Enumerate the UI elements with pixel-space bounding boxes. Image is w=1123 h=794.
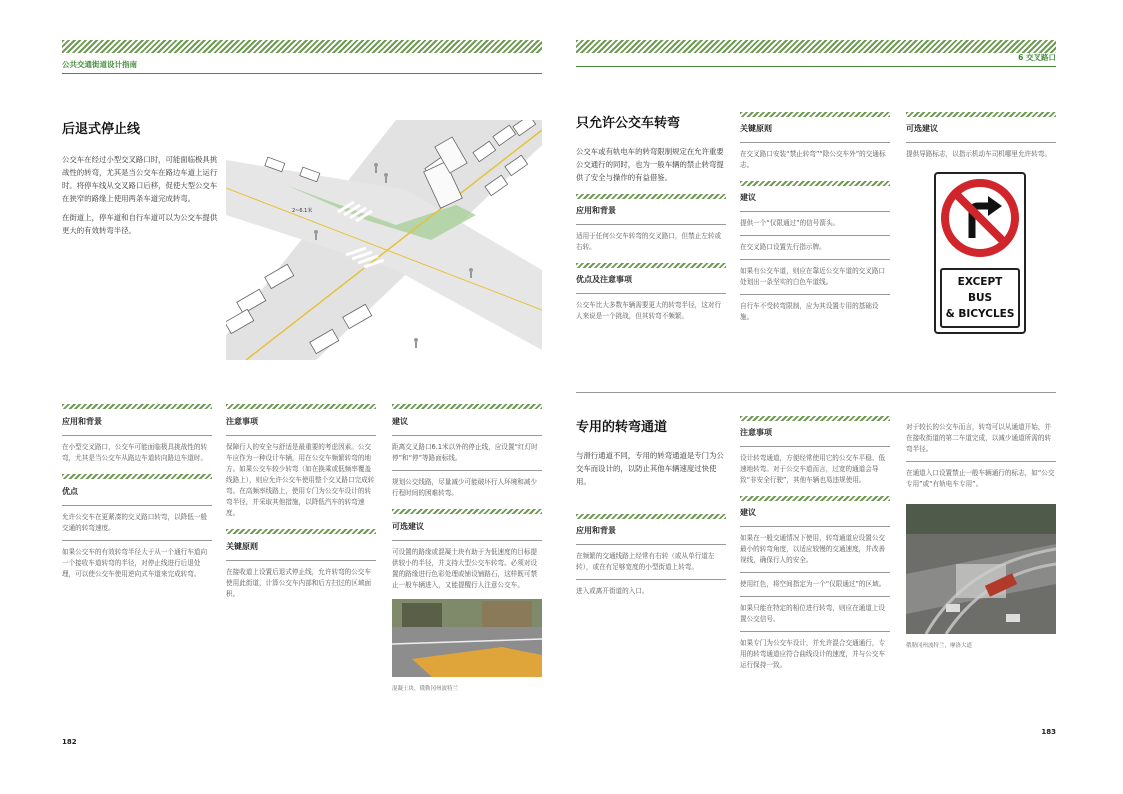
column-hatch [740, 112, 890, 117]
heading-advantages: 优点 [62, 487, 78, 496]
heading-key-principles: 关键原则 [226, 542, 258, 551]
intersection-illustration [226, 120, 542, 360]
heading-advantages: 优点及注意事项 [576, 275, 632, 284]
column-hatch [62, 404, 212, 409]
divider [740, 211, 890, 212]
section-title: 专用的转弯通道 [576, 420, 668, 435]
divider [740, 142, 890, 143]
divider [740, 572, 890, 573]
section-setback-stopline [62, 118, 222, 237]
divider [576, 224, 726, 225]
paragraph: 允许公交车在更紧凑的交叉路口转弯，以降低一般交通的转弯速度。 [62, 513, 208, 532]
heading-optional: 可选建议 [906, 124, 938, 133]
column-hatch [392, 509, 542, 514]
paragraph: 提供一个“仅限通过”的信号箭头。 [740, 219, 840, 227]
heading-considerations: 注意事项 [226, 417, 258, 426]
header-rule [62, 73, 542, 74]
section-title: 后退式停止线 [62, 122, 141, 137]
heading-application: 应用和背景 [576, 206, 616, 215]
paragraph: 提供导路标志，以指示机动车司机哪里允许转弯。 [906, 150, 1052, 158]
running-head-right: 6 交叉路口 [1018, 53, 1056, 62]
paragraph: 在交叉路口安装“禁止转弯”“除公交车外”的交通标志。 [740, 150, 886, 169]
paragraph: 进入或离开街道的入口。 [576, 587, 649, 595]
section-bus-only-turn [576, 112, 726, 322]
divider [576, 293, 726, 294]
paragraph: 在小型交叉路口，公交车可能面临极具挑战性的转弯，尤其是当公交车从路边车道转向路边车道时。 [62, 443, 208, 462]
dimension-label: 2~6.1米 [292, 208, 313, 214]
heading-application: 应用和背景 [576, 526, 616, 535]
header-hatch-band [62, 40, 542, 53]
page-number-right: 183 [1041, 728, 1056, 736]
divider [740, 526, 890, 527]
top-col-3 [906, 112, 1056, 334]
paragraph: 如果在一般交通情况下使用，转弯通道应设置公交最小的转弯角度，以适应较慢的交通速度，并改善视线，确保行人的安全。 [740, 534, 886, 564]
section-divider [576, 392, 1056, 393]
divider [226, 435, 376, 436]
lead-paragraph: 公交车或有轨电车的转弯限制规定在允许重要公交通行的同时，也为一般车辆的禁止转弯提供了安全与操作的有益借鉴。 [576, 147, 724, 182]
page-number-left: 182 [62, 738, 77, 746]
paragraph: 在交叉路口设置先行指示牌。 [740, 243, 826, 251]
concrete-block-photo [392, 599, 542, 677]
column-hatch [576, 514, 726, 519]
bottom-col-3 [906, 422, 1056, 649]
column-hatch [740, 416, 890, 421]
header-hatch-band [576, 40, 1056, 53]
paragraph: 适用于任何公交车转弯的交叉路口，但禁止左转或右转。 [576, 232, 722, 251]
left-col-2 [226, 404, 376, 600]
heading-recommendations: 建议 [740, 193, 756, 202]
heading-optional: 可选建议 [392, 522, 424, 531]
no-turn-except-bus-sign [934, 172, 1026, 334]
divider [576, 544, 726, 545]
divider [740, 631, 890, 632]
running-head-left: 公共交通街道设计指南 [62, 60, 137, 69]
paragraph: 在频繁的交通线路上经常有右转（或从单行道左转），或在有足够宽度的小型街道上转弯。 [576, 552, 715, 571]
column-hatch [576, 263, 726, 268]
paragraph: 如果有公交车道，则应在靠近公交车道的交叉路口处划出一条坚实的白色车道线。 [740, 267, 886, 286]
divider [62, 435, 212, 436]
divider [226, 560, 376, 561]
paragraph: 可设置的路缘或混凝土块有助于为低速度的目标提供较小的半径，并支持大型公交车转弯。必须对设置的路缘进行色彩处理或铺设铺路石，这样既可禁止一般车辆进入，又能提醒行人注意公交车。 [392, 548, 538, 589]
left-col-3 [392, 404, 542, 692]
paragraph: 使用红色，将空间指定为一个“仅限通过”的区域。 [740, 580, 886, 588]
divider [740, 235, 890, 236]
left-col-1 [62, 404, 212, 580]
divider [740, 446, 890, 447]
no-right-turn-icon [940, 178, 1020, 258]
divider [62, 505, 212, 506]
paragraph: 如果公交车的有效转弯半径大于从一个通行车道向一个接收车道转弯的半径，对停止线进行后退处理，可以使公交车使用逆向式车道来完成转弯。 [62, 548, 208, 578]
section-title: 只允许公交车转弯 [576, 116, 681, 131]
header-rule [576, 66, 1056, 67]
divider [740, 259, 890, 260]
paragraph: 设计转弯通道，方便经常使用它的公交车平稳、低速地转弯。对于公交车道而言，过宽的通道会导致“非安全行驶”，其他车辆也易违规使用。 [740, 454, 886, 484]
divider [906, 461, 1056, 462]
divider [392, 470, 542, 471]
divider [392, 435, 542, 436]
column-hatch [226, 404, 376, 409]
heading-recommendations: 建议 [740, 508, 756, 517]
intro-paragraph: 在街道上，停车道和自行车道可以为公交车提供更大的有效转弯半径。 [62, 213, 218, 235]
heading-key-principles: 关键原则 [740, 124, 772, 133]
photo-caption: 俄勒冈州波特兰，摩洛大道 [906, 643, 973, 649]
paragraph: 公交车比大多数车辆需要更大的转弯半径，这对行人来说是一个挑战，但其转弯不频繁。 [576, 301, 722, 320]
paragraph: 对于较长的公交车而言，转弯可以从通道开始，并在接收街道的第二车道完成，以减少通道所需的转弯半径。 [906, 423, 1052, 453]
divider [906, 142, 1056, 143]
paragraph: 如果专门为公交车设计，并允许混合交通通行，专用的转弯通道应符合曲线设计的速度，并与公交车运行保持一致。 [740, 639, 886, 669]
lead-paragraph: 与滑行通道不同，专用的转弯通道是专门为公交车而设计的，以防止其他车辆速度过快使用。 [576, 451, 724, 486]
sign-line: EXCEPT BUS [957, 276, 1003, 304]
top-col-2 [740, 112, 890, 323]
column-hatch [740, 496, 890, 501]
paragraph: 如果只能在特定的相位进行转弯，则应在通道上设置公交信号。 [740, 604, 886, 623]
paragraph: 规划公交线路，尽量减少可能破坏行人环境和减少行程时间的困难转弯。 [392, 478, 538, 497]
intro-paragraph: 公交车在经过小型交叉路口时，可能面临极具挑战性的转弯，尤其是当公交车在路边车道上运行时。将停车线从交叉路口后移，促使大型公交车在狭窄的路缘上使用两条车道完成转弯。 [62, 155, 218, 203]
column-hatch [392, 404, 542, 409]
divider [740, 596, 890, 597]
column-hatch [906, 112, 1056, 117]
heading-application: 应用和背景 [62, 417, 102, 426]
divider [392, 540, 542, 541]
paragraph: 距离交叉路口6.1米以外的停止线，应设置“红灯时停”和“停”等路面标线。 [392, 443, 538, 462]
section-dedicated-turn-lane [576, 416, 726, 597]
heading-recommendations: 建议 [392, 417, 408, 426]
column-hatch [62, 474, 212, 479]
divider [576, 579, 726, 580]
column-hatch [226, 529, 376, 534]
heading-considerations: 注意事项 [740, 428, 772, 437]
column-hatch [576, 194, 726, 199]
sign-line: & BICYCLES [945, 308, 1015, 320]
divider [62, 540, 212, 541]
photo-caption: 混凝土块，俄勒冈州波特兰 [392, 686, 459, 692]
paragraph: 自行车不受转弯限制，应为其设置专用的基础设施。 [740, 302, 879, 321]
paragraph: 在接收道上设置后退式停止线，允许转弯的公交车使用此街道，计算公交车内部和后方扫过的区域面积。 [226, 568, 372, 598]
bottom-col-2 [740, 416, 890, 671]
paragraph: 保障行人的安全与舒适是最重要的考虑因素。公交车应作为一种设计车辆，用在公交车频繁转弯的地方。如果公交车较少转弯（如在换乘或低频率覆盖线路上），则应允许公交车使用整个交叉路口完成转弯。在高频率线路上，使用专门为公交车设计的转弯半径，并采取其他措施，以降低汽车的转弯速度。 [226, 443, 375, 517]
column-hatch [740, 181, 890, 186]
turn-lane-aerial-photo [906, 504, 1056, 634]
divider [740, 294, 890, 295]
sign-text-panel [940, 268, 1020, 328]
paragraph: 在通道入口设置禁止一般车辆通行的标志，如“公交专用”或“有轨电车专用”。 [906, 469, 1055, 488]
